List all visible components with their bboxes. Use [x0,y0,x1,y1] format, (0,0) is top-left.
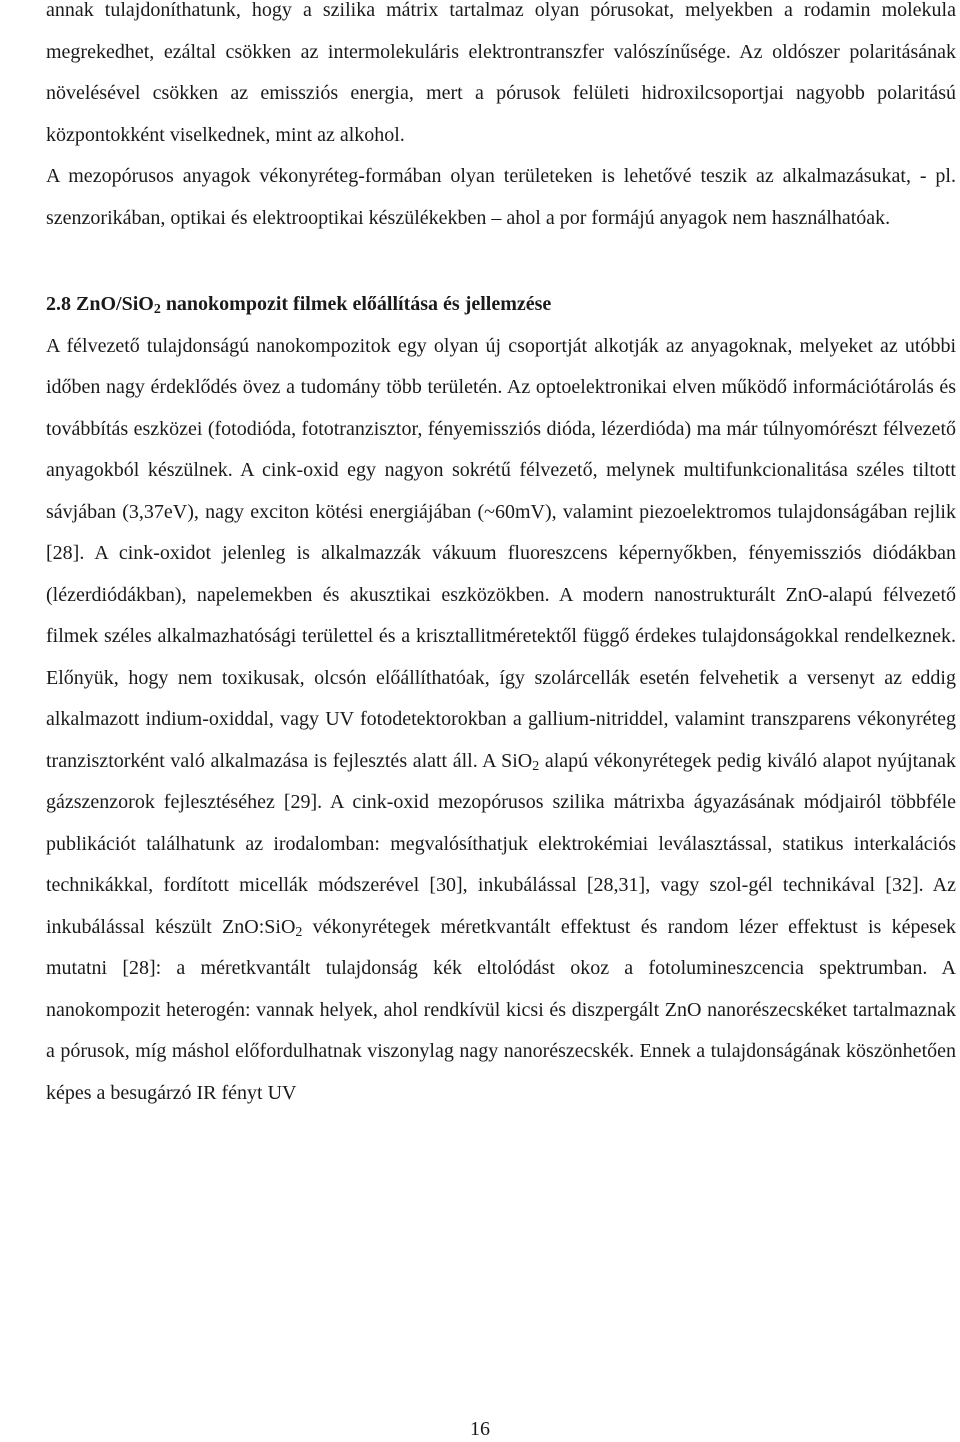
body-text-part-1: A félvezető tulajdonságú nanokompozitok egy olyan új csoportját alkotják az anyagoknak, melyeket az utóbbi időben nagy érdeklődés övez a tudomány több területén. Az optoelektronikai elven működő információtárolás és továbbítás eszközei (fotodióda, fototranzisztor, fényemissziós dióda, lézerdióda) ma már túlnyomórészt félvezető anyagokból készülnek. A cink-oxid egy nagyon sokrétű félvezető, melynek multifunkcionalitása széles tiltott sávjában (3,37eV), nagy exciton kötési energiájában (~60mV), valamint piezoelektromos tulajdonságában rejlik [28]. A cink-oxidot jelenleg is alkalmazzák vákuum fluoreszcens képernyőkben, fényemissziós diódákban (lézerdiódákban), napelemekben és akusztikai eszközökben. A modern nanostrukturált ZnO-alapú félvezető filmek széles alkalmazhatósági területtel és a krisztallitméretektől függő érdekes tulajdonságokkal rendelkeznek. Előnyük, hogy nem toxikusak, olcsón előállíthatóak, így szolárcellák esetén felvehetik a versenyt az eddig alkalmazott indium-oxiddal, vagy UV fotodetektorokban a gallium-nitriddel, valamint transzparens vékonyréteg tranzisztorként való alkalmazása is fejlesztés alatt áll. A SiO [46,334,956,772]
page-number: 16 [470,1418,490,1440]
paragraph-nanocomposites [46,326,956,1115]
section-heading-2-8 [46,284,956,326]
section-title-post: nanokompozit filmek előállítása és jellemzése [160,293,552,315]
section-number: 2.8 [46,293,71,315]
body-text-part-2: alapú vékonyrétegek pedig kiváló alapot nyújtanak gázszenzorok fejlesztéséhez [29]. A cink-oxid mezopórusos szilika mátrixba ágyazásának módjairól többféle publikációt találhatunk az irodalomban: megvalósíthatjuk elektrokémiai leválasztással, statikus interkalációs technikákkal, fordított micellák módszerével [30], inkubálással [28,31], vagy szol-gél technikával [32]. Az inkubálással készült ZnO:SiO [46,749,956,938]
subscript-sio2: 2 [532,758,540,774]
paragraph-mesoporous-films: A mezopórusos anyagok vékonyréteg-formában olyan területeken is lehetővé teszik az alkalmazásukat, - pl. szenzorikában, optikai és elektrooptikai készülékekben – ahol a por formájú anyagok nem használhatóak. [46,165,956,229]
document-page [46,0,956,1114]
subscript-znosio2: 2 [295,924,303,940]
section-title-pre: ZnO/SiO [76,293,154,315]
paragraph-continued: annak tulajdoníthatunk, hogy a szilika mátrix tartalmaz olyan pórusokat, melyekben a rodamin molekula megrekedhet, ezáltal csökken az intermolekuláris elektrontranszfer valószínűsége. Az oldószer polaritásának növelésével csökken az emissziós energia, mert a pórusok felületi hidroxilcsoportjai nagyobb polaritású központokként viselkednek, mint az alkohol. [46,0,956,146]
body-text-part-3: vékonyrétegek méretkvantált effektust és random lézer effektust is képesek mutatni [28]: a méretkvantált tulajdonság kék eltolódást okoz a fotolumineszcencia spektrumban. A nanokompozit heterogén: vannak helyek, ahol rendkívül kicsi és diszpergált ZnO nanorészecskéket tartalmaznak a pórusok, míg máshol előfordulhatnak viszonylag nagy nanorészecskék. Ennek a tulajdonságának köszönhetően képes a besugárzó IR fényt UV [46,915,957,1104]
section-title-subscript: 2 [153,302,161,317]
